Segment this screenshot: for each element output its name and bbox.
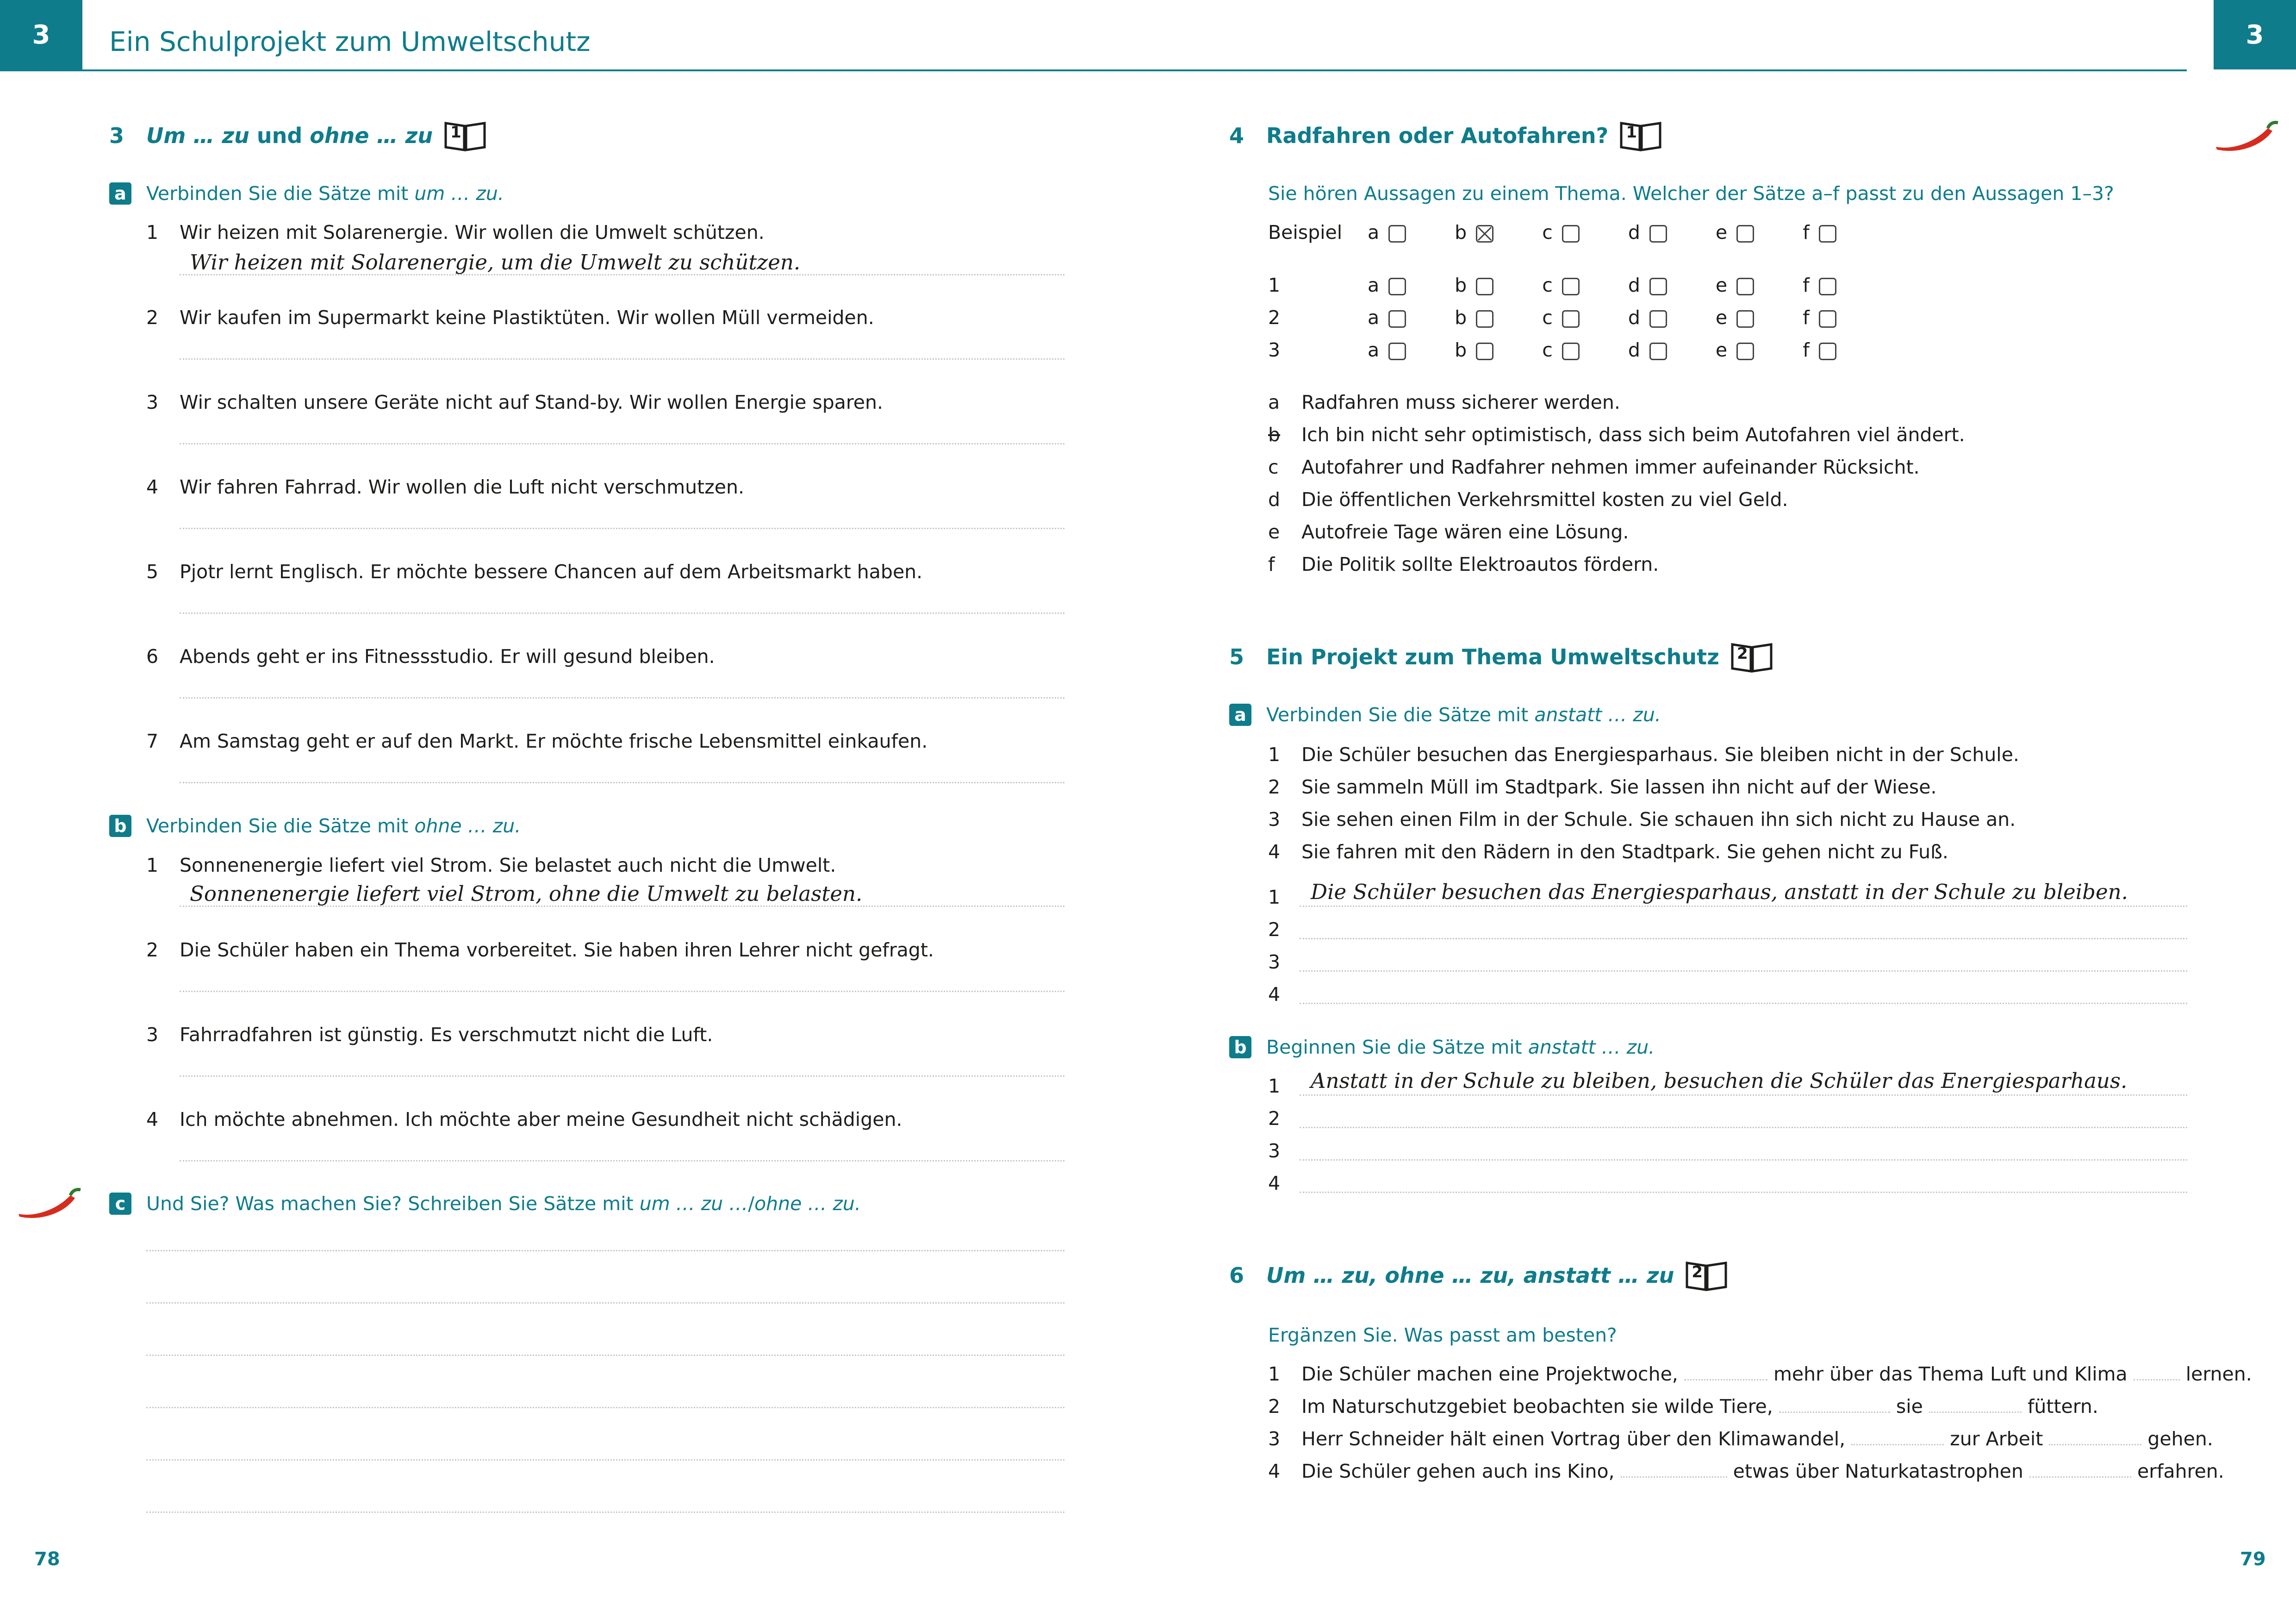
answer-line[interactable]	[180, 274, 1064, 275]
checkbox[interactable]	[1388, 278, 1406, 295]
checkbox[interactable]	[1562, 278, 1580, 295]
answer-line[interactable]	[180, 358, 1064, 360]
statement-item: b Ich bin nicht sehr optimistisch, dass sich beim Autofahren viel ändert.	[1268, 424, 1965, 446]
handwritten-answer: Die Schüler besuchen das Energiesparhaus, anstatt in der Schule zu bleiben.	[1311, 880, 2128, 904]
page-title: Ein Schulprojekt zum Umweltschutz	[109, 26, 591, 57]
checkbox[interactable]	[1388, 343, 1406, 360]
answer-line[interactable]	[180, 906, 1064, 907]
checkbox[interactable]	[1388, 310, 1406, 328]
answer-line[interactable]	[1300, 1094, 2187, 1096]
exercise-3c-instruction: c Und Sie? Was machen Sie? Schreiben Sie Sätze mit um … zu … / ohne … zu.	[109, 1193, 861, 1215]
gap-fill-item: 2 Im Naturschutzgebiet beobachten sie wilde Tiere, sie füttern.	[1268, 1395, 2098, 1418]
answer-line[interactable]	[180, 991, 1064, 992]
list-item: 6 Abends geht er ins Fitnessstudio. Er will gesund bleiben.	[146, 645, 715, 668]
list-item: 3 Wir schalten unsere Geräte nicht auf Stand-by. Wir wollen Energie sparen.	[146, 391, 884, 413]
exercise-3b-instruction: b Verbinden Sie die Sätze mit ohne … zu.	[109, 815, 521, 837]
gap-field[interactable]	[1621, 1462, 1727, 1478]
exercise-3a-instruction: a Verbinden Sie die Sätze mit um … zu.	[109, 182, 504, 205]
exercise-4-title: 4 Radfahren oder Autofahren? 1	[1229, 119, 1662, 152]
handwritten-answer: Anstatt in der Schule zu bleiben, besuchen die Schüler das Energiesparhaus.	[1311, 1068, 2128, 1093]
answer-line[interactable]	[1300, 906, 2187, 907]
answer-line[interactable]	[180, 443, 1064, 444]
answer-line[interactable]	[146, 1250, 1064, 1251]
header-rule	[0, 69, 2187, 71]
checkbox[interactable]	[1388, 225, 1406, 243]
exercise-6-title: 6 Um … zu, ohne … zu, anstatt … zu 2	[1229, 1259, 1728, 1292]
answer-line[interactable]	[146, 1459, 1064, 1461]
statement-item: a Radfahren muss sicherer werden.	[1268, 391, 1620, 413]
statement-item: c Autofahrer und Radfahrer nehmen immer aufeinander Rücksicht.	[1268, 456, 1920, 478]
checkbox[interactable]	[1819, 343, 1836, 360]
answer-row-number: 3	[1268, 339, 1281, 361]
checkbox[interactable]	[1736, 343, 1754, 360]
checkbox[interactable]	[1649, 278, 1667, 295]
answer-row-options: a b c d e f	[1368, 274, 1836, 296]
list-item: 5 Pjotr lernt Englisch. Er möchte bessere Chancen auf dem Arbeitsmarkt haben.	[146, 561, 923, 583]
answer-line[interactable]	[146, 1302, 1064, 1304]
answer-line[interactable]	[180, 528, 1064, 529]
answer-line[interactable]	[1300, 1192, 2187, 1193]
checkbox[interactable]	[1562, 225, 1580, 243]
checkbox[interactable]	[1736, 278, 1754, 295]
exercise-3-title: 3 Um … zu und ohne … zu 1	[109, 119, 486, 152]
checkbox[interactable]	[1562, 343, 1580, 360]
page-number-right: 79	[2240, 1549, 2266, 1570]
gap-fill-item: 1 Die Schüler machen eine Projektwoche, mehr über das Thema Luft und Klima lernen.	[1268, 1363, 2252, 1385]
answer-row-number: 2	[1268, 306, 1281, 329]
list-item: 1 Wir heizen mit Solarenergie. Wir wollen die Umwelt schützen.	[146, 221, 765, 244]
exercise-5a-instruction: a Verbinden Sie die Sätze mit anstatt … zu.	[1229, 704, 1661, 726]
answer-line[interactable]	[180, 612, 1064, 614]
book-icon: 1	[1619, 119, 1662, 152]
gap-field[interactable]	[1929, 1398, 2022, 1413]
chili-pepper-icon	[2211, 118, 2281, 155]
gap-field[interactable]	[1684, 1365, 1767, 1380]
answer-line[interactable]	[1300, 1127, 2187, 1128]
example-row: Beispiel	[1268, 221, 1343, 244]
checkbox[interactable]	[1649, 225, 1667, 243]
checkbox[interactable]	[1476, 343, 1493, 360]
answer-line[interactable]	[146, 1355, 1064, 1356]
list-item: 2 Die Schüler haben ein Thema vorbereitet. Sie haben ihren Lehrer nicht gefragt.	[146, 939, 934, 961]
list-item: 7 Am Samstag geht er auf den Markt. Er möchte frische Lebensmittel einkaufen.	[146, 730, 928, 752]
gap-field[interactable]	[1779, 1398, 1890, 1413]
answer-number: 3	[1268, 951, 1281, 973]
handwritten-answer: Sonnenenergie liefert viel Strom, ohne die Umwelt zu belasten.	[190, 881, 863, 906]
answer-number: 4	[1268, 983, 1281, 1006]
answer-line[interactable]	[1300, 1159, 2187, 1161]
gap-field[interactable]	[2029, 1462, 2131, 1478]
list-item: 3 Sie sehen einen Film in der Schule. Sie schauen ihn sich nicht zu Hause an.	[1268, 808, 2016, 831]
answer-line[interactable]	[1300, 970, 2187, 972]
checkbox[interactable]	[1476, 278, 1493, 295]
gap-fill-item: 4 Die Schüler gehen auch ins Kino, etwas über Naturkatastrophen erfahren.	[1268, 1460, 2224, 1482]
checkbox[interactable]	[1819, 278, 1836, 295]
chili-pepper-icon	[14, 1185, 83, 1222]
checkbox[interactable]	[1736, 310, 1754, 328]
exercise-6-instruction: Ergänzen Sie. Was passt am besten?	[1268, 1324, 1617, 1346]
gap-field[interactable]	[2134, 1365, 2180, 1380]
checkbox[interactable]	[1476, 310, 1493, 328]
answer-row-number: 1	[1268, 274, 1281, 296]
list-item: 4 Wir fahren Fahrrad. Wir wollen die Luft nicht verschmutzen.	[146, 476, 744, 498]
handwritten-answer: Wir heizen mit Solarenergie, um die Umwelt zu schützen.	[190, 250, 801, 275]
answer-number: 4	[1268, 1172, 1281, 1194]
statement-item: d Die öffentlichen Verkehrsmittel kosten zu viel Geld.	[1268, 488, 1788, 511]
gap-field[interactable]	[1851, 1430, 1944, 1445]
list-item: 2 Wir kaufen im Supermarkt keine Plastiktüten. Wir wollen Müll vermeiden.	[146, 306, 874, 329]
gap-fill-item: 3 Herr Schneider hält einen Vortrag über den Klimawandel, zur Arbeit gehen.	[1268, 1428, 2213, 1450]
checkbox-checked[interactable]	[1476, 225, 1493, 243]
answer-line[interactable]	[1300, 938, 2187, 939]
book-icon: 1	[444, 119, 486, 152]
checkbox[interactable]	[1736, 225, 1754, 243]
list-item: 2 Sie sammeln Müll im Stadtpark. Sie lassen ihn nicht auf der Wiese.	[1268, 776, 1937, 798]
answer-line[interactable]	[1300, 1003, 2187, 1004]
answer-number: 2	[1268, 918, 1281, 941]
exercise-5b-instruction: b Beginnen Sie die Sätze mit anstatt … zu.	[1229, 1036, 1655, 1058]
gap-field[interactable]	[2049, 1430, 2141, 1445]
answer-row-options: a b c d e f	[1368, 306, 1836, 329]
chapter-tab-right: 3	[2214, 0, 2296, 69]
answer-number: 1	[1268, 1075, 1281, 1097]
answer-line[interactable]	[180, 1160, 1064, 1162]
list-item: 1 Sonnenenergie liefert viel Strom. Sie belastet auch nicht die Umwelt.	[146, 854, 836, 876]
answer-row-options: a b c d e f	[1368, 339, 1836, 361]
answer-line[interactable]	[180, 782, 1064, 783]
list-item: 1 Die Schüler besuchen das Energiesparhaus. Sie bleiben nicht in der Schule.	[1268, 743, 2019, 766]
exercise-4-instruction: Sie hören Aussagen zu einem Thema. Welcher der Sätze a–f passt zu den Aussagen 1–3?	[1268, 182, 2114, 205]
answer-number: 3	[1268, 1140, 1281, 1162]
list-item: 3 Fahrradfahren ist günstig. Es verschmutzt nicht die Luft.	[146, 1024, 713, 1046]
list-item: 4 Ich möchte abnehmen. Ich möchte aber meine Gesundheit nicht schädigen.	[146, 1108, 902, 1131]
book-icon: 2	[1730, 641, 1773, 673]
exercise-5-title: 5 Ein Projekt zum Thema Umweltschutz 2	[1229, 641, 1773, 673]
answer-number: 1	[1268, 886, 1281, 908]
checkbox[interactable]	[1562, 310, 1580, 328]
answer-line[interactable]	[180, 697, 1064, 699]
answer-number: 2	[1268, 1107, 1281, 1130]
list-item: 4 Sie fahren mit den Rädern in den Stadtpark. Sie gehen nicht zu Fuß.	[1268, 841, 1948, 863]
answer-line[interactable]	[146, 1512, 1064, 1513]
answer-line[interactable]	[180, 1075, 1064, 1077]
checkbox[interactable]	[1649, 310, 1667, 328]
checkbox[interactable]	[1649, 343, 1667, 360]
statement-item: e Autofreie Tage wären eine Lösung.	[1268, 521, 1629, 543]
chapter-tab-left: 3	[0, 0, 82, 69]
statement-item: f Die Politik sollte Elektroautos fördern.	[1268, 553, 1659, 575]
answer-line[interactable]	[146, 1407, 1064, 1408]
example-options: a b c d e f	[1368, 221, 1836, 244]
page-number-left: 78	[34, 1549, 60, 1570]
book-icon: 2	[1685, 1259, 1728, 1292]
checkbox[interactable]	[1819, 225, 1836, 243]
checkbox[interactable]	[1819, 310, 1836, 328]
